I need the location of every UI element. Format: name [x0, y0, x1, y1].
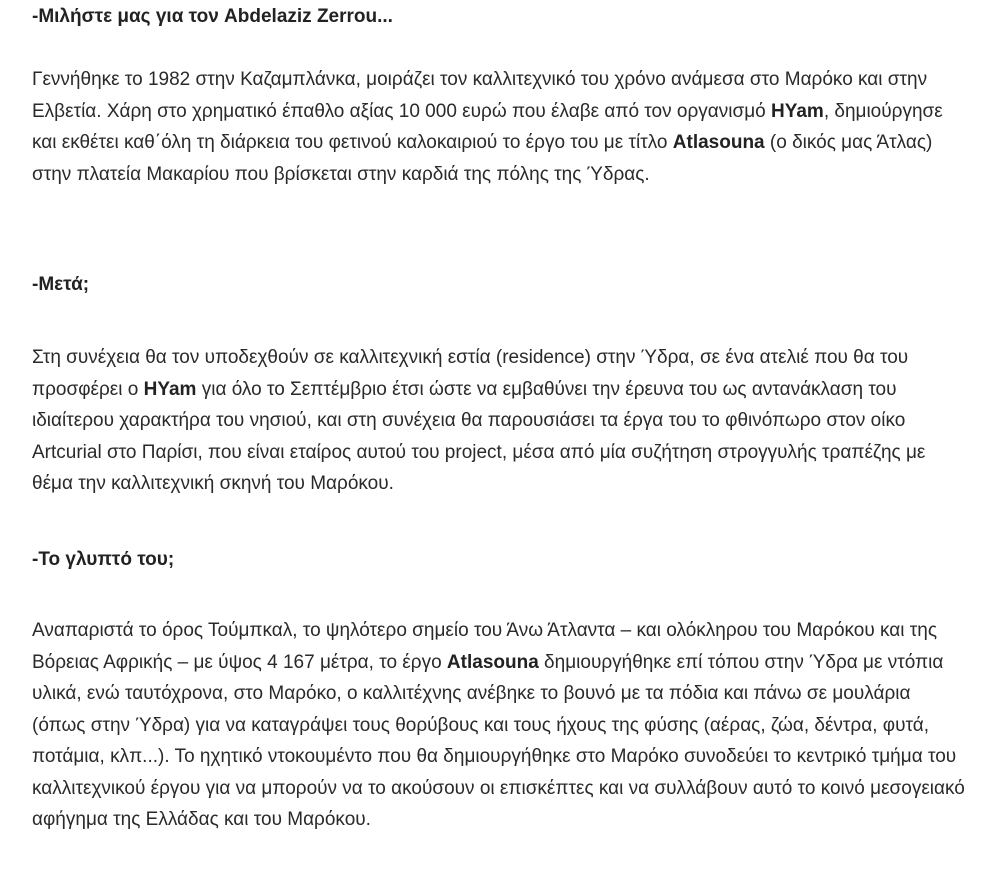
paragraph-text: Γεννήθηκε το 1982 στην Καζαμπλάνκα, μοιράζει τον καλλιτεχνικό του χρόνο ανάμεσα στο Μαρόκο και στην Ελβετία. Χάρη στο χρηματικό έπαθλο αξίας 10 000 ευρώ που έλαβε από τον οργανισμό	[32, 69, 928, 122]
paragraph-1	[32, 64, 967, 190]
paragraph-text: Αναπαριστά το όρος Τούμπκαλ, το ψηλότερο σημείο του Άνω Άτλαντα – και ολόκληρου του Μαρόκου και της Βόρειας Αφρικής – με ύψος 4 167 μέτρα, το έργο	[32, 620, 938, 673]
paragraph-text: , δημιούργησε και εκθέτει καθ΄όλη τη διάρκεια του φετινού καλοκαιριού το έργο του με τίτλο	[32, 100, 943, 153]
paragraph-text: (ο δικός μας Άτλας) στην πλατεία Μακαρίου που βρίσκεται στην καρδιά της πόλης της Ύδρας.	[32, 132, 933, 185]
paragraph-text: δημιουργήθηκε επί τόπου στην Ύδρα με ντόπια υλικά, ενώ ταυτόχρονα, στο Μαρόκο, ο καλλιτέχνης ανέβηκε το βουνό με τα πόδια και πάνω σε μουλάρια (όπως στην Ύδρα) για να καταγράψει τους θορύβους και τους ήχους της φύσης (αέρας, ζώα, δέντρα, φυτά, ποτάμια, κλπ...). Το ηχητικό ντοκουμέντο που θα δημιουργήθηκε στο Μαρόκο συνοδεύει το κεντρικό τμήμα του καλλιτεχνικού έργου για να μπορούν να το ακούσουν οι επισκέπτες και να συλλάβουν αυτό το κοινό μεσογειακό αφήγημα της Ελλάδας και του Μαρόκου.	[32, 651, 965, 830]
question-heading-3	[32, 544, 174, 575]
bold-work-title: Atlasouna	[672, 132, 765, 153]
question-heading-2	[32, 269, 89, 300]
question-text: -Μιλήστε μας για τον Abdelaziz Zerrou...	[32, 6, 393, 27]
bold-org-name: HYam	[771, 100, 824, 122]
bold-work-title: Atlasouna	[446, 651, 539, 673]
paragraph-text: Στη συνέχεια θα τον υποδεχθούν σε καλλιτεχνική εστία (residence) στην Ύδρα, σε ένα ατελιέ που θα του προσφέρει ο	[32, 347, 909, 400]
paragraph-2	[32, 342, 967, 500]
question-heading-1	[32, 1, 393, 32]
bold-org-name: HYam	[143, 378, 197, 400]
question-text: -Μετά;	[32, 274, 90, 295]
question-text: -Το γλυπτό του;	[32, 549, 175, 570]
paragraph-3	[32, 615, 967, 836]
paragraph-text: για όλο το Σεπτέμβριο έτσι ώστε να εμβαθύνει την έρευνα του ως αντανάκλαση του ιδιαίτερου χαρακτήρα του νησιού, και στη συνέχεια θα παρουσιάσει τα έργα του το φθινόπωρο στον οίκο Artcurial στο Παρίσι, που είναι εταίρος αυτού του project, μέσα από μία συζήτηση στρογγυλής τραπέζης με θέμα την καλλιτεχνική σκηνή του Μαρόκου.	[32, 378, 926, 494]
